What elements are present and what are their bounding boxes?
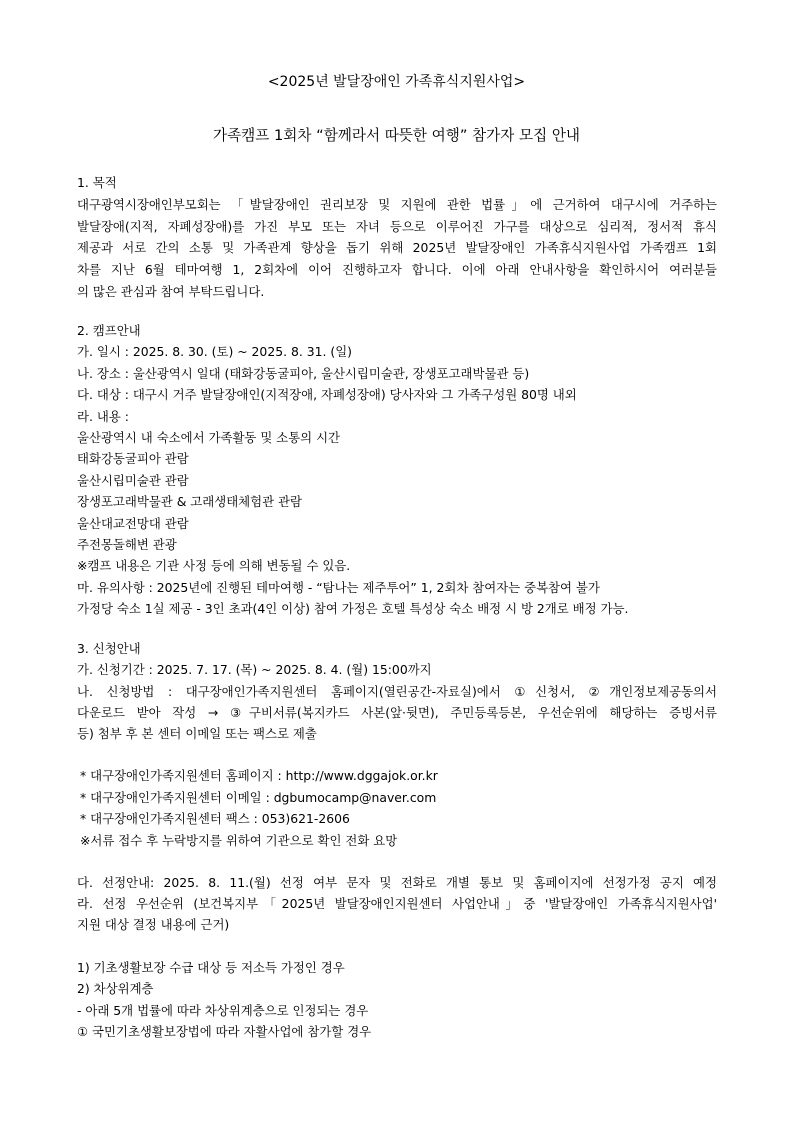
criteria-item: ① 국민기초생활보장법에 따라 자활사업에 참가할 경우 (77, 1024, 372, 1039)
apply-method-line: 등) 첨부 후 본 센터 이메일 또는 팩스로 제출 (77, 726, 317, 741)
camp-content-heading: 라. 내용 : (77, 409, 129, 424)
contact-note: ※서류 접수 후 누락방지를 위하여 기관으로 확인 전화 요망 (80, 833, 398, 848)
contact-homepage: * 대구장애인가족지원센터 홈페이지 : http://www.dggajok.or.kr (80, 768, 438, 783)
purpose-line: 의 많은 관심과 참여 부탁드립니다. (77, 284, 265, 299)
camp-content-item: 태화강동굴피아 관람 (77, 451, 189, 466)
section-heading-purpose: 1. 목적 (77, 175, 117, 190)
section-heading-apply: 3. 신청안내 (77, 641, 141, 656)
camp-caution: 가정당 숙소 1실 제공 - 3인 초과(4인 이상) 참여 가정은 호텔 특성상 숙소 배정 시 방 2개로 배정 가능. (77, 601, 629, 616)
page-title: 가족캠프 1회차 “함께라서 따뜻한 여행” 참가자 모집 안내 (212, 127, 581, 144)
selection-notice: 다. 선정안내: 2025. 8. 11.(월) 선정 여부 문자 및 전화로 개별 통보 및 홈페이지에 선정가정 공지 예정 (77, 875, 717, 890)
section-heading-camp: 2. 캠프안내 (77, 323, 141, 338)
camp-caution: 마. 유의사항 : 2025년에 진행된 테마여행 - “탐나는 제주투어” 1, 2회차 참여자는 중복참여 불가 (77, 580, 600, 595)
camp-place: 나. 장소 : 울산광역시 일대 (태화강동굴피아, 울산시립미술관, 장생포고래박물관 등) (77, 366, 530, 381)
apply-method-line: 다운로드 받아 작성 → ③구비서류(복지카드 사본(앞·뒷면), 주민등록등본, 우선순위에 해당하는 증빙서류 (77, 705, 717, 720)
apply-period: 가. 신청기간 : 2025. 7. 17. (목) ~ 2025. 8. 4. (월) 15:00까지 (77, 662, 432, 677)
priority-line: 라. 선정 우선순위 (보건복지부「2025년 발달장애인지원센터 사업안내」중 '발달장애인 가족휴식지원사업' (77, 896, 717, 911)
camp-content-item: 주전몽돌해변 관광 (77, 537, 177, 552)
camp-content-item: 울산대교전망대 관람 (77, 516, 189, 531)
camp-content-item: 울산광역시 내 숙소에서 가족활동 및 소통의 시간 (77, 430, 341, 445)
purpose-line: 대구광역시장애인부모회는 「발달장애인 권리보장 및 지원에 관한 법률」에 근거하여 대구시에 거주하는 (77, 197, 717, 212)
purpose-line: 발달장애(지적, 자폐성장애)를 가진 부모 또는 자녀 등으로 이루어진 가구를 대상으로 심리적, 정서적 휴식 (77, 219, 717, 234)
contact-fax: * 대구장애인가족지원센터 팩스 : 053)621-2606 (80, 811, 350, 826)
apply-method-line: 나. 신청방법 : 대구장애인가족지원센터 홈페이지(열린공간-자료실)에서 ①신청서, ②개인정보제공동의서 (77, 684, 717, 699)
contact-email: * 대구장애인가족지원센터 이메일 : dgbumocamp@naver.com (80, 790, 437, 805)
project-title: <2025년 발달장애인 가족휴식지원사업> (267, 74, 526, 90)
camp-date: 가. 일시 : 2025. 8. 30. (토) ~ 2025. 8. 31. (일) (77, 344, 353, 359)
camp-content-item: 울산시립미술관 관람 (77, 473, 189, 488)
camp-note: ※캠프 내용은 기관 사정 등에 의해 변동될 수 있음. (77, 558, 351, 573)
purpose-line: 차를 지난 6월 테마여행 1, 2회차에 이어 진행하고자 합니다. 이에 아래 안내사항을 확인하시어 여러분들 (77, 262, 717, 277)
criteria-item: - 아래 5개 법률에 따라 차상위계층으로 인정되는 경우 (77, 1003, 369, 1018)
criteria-item: 2) 차상위계층 (77, 981, 154, 996)
priority-line: 지원 대상 결정 내용에 근거) (77, 917, 230, 932)
camp-target: 다. 대상 : 대구시 거주 발달장애인(지적장애, 자폐성장애) 당사자와 그 가족구성원 80명 내외 (77, 387, 577, 402)
camp-content-item: 장생포고래박물관 & 고래생태체험관 관람 (77, 494, 302, 509)
criteria-item: 1) 기초생활보장 수급 대상 등 저소득 가정인 경우 (77, 960, 345, 975)
purpose-line: 제공과 서로 간의 소통 및 가족관계 향상을 돕기 위해 2025년 발달장애인 가족휴식지원사업 가족캠프 1회 (77, 240, 717, 255)
